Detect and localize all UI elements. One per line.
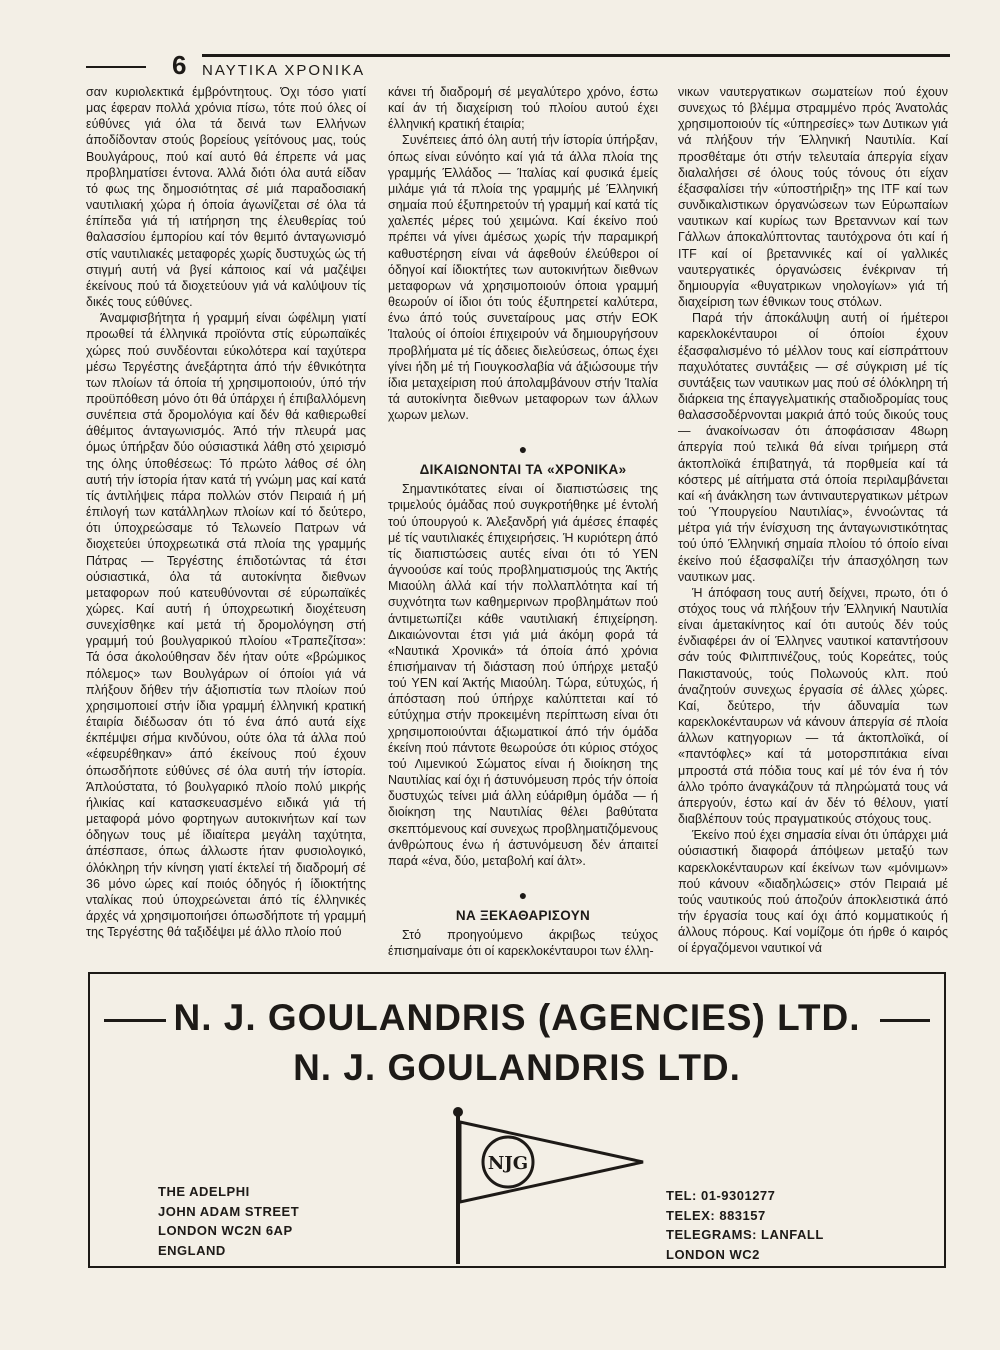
header-rule-left: [86, 66, 146, 68]
address-line: LONDON WC2N 6AP: [158, 1223, 293, 1238]
goulandris-advertisement: [88, 972, 946, 1268]
paragraph: κάνει τή διαδρομή σέ μεγαλύτερο χρόνο, έστω καί άν τή διαχείριση τού πλοίου αυτού έχει έλληνική κρατική έταιρία;: [388, 85, 658, 132]
header-rule-right: [202, 54, 950, 57]
paragraph: νικων ναυτεργατικων σωματείων πού έχουν συνεχως τό βλέμμα στραμμένο πρός Άνατολάς χρησιμοποιούν τίς «ύπηρεσίες» των Δυτικων γιά νά πλήξουν τήν Έλληνική Ναυτιλία. Καί προσθέταμε ότι στήν τελευταία άπεργία είχαν διαλαλήσει σέ όλους τούς τόνους ότι είχαν έξασφαλίσει τήν «ύποστήριξη» της ITF καί των συνδικαλιστικων όργανώσεων των Εύρωπαίων ναυτικων καί κυρίως των Βρεταννων καί των Γάλλων άποκαλύπτοντας ταυτόχρονα ότι καί ή ITF καί οί βρεταννικές καί οί γαλλικές ναυτεργατικές όργανώσεις ένέκριναν τή δημιουργία «θυγατρικων νηολογίων» γιά τή διαχείριση των έθνικων τους στόλων.: [678, 85, 948, 310]
page-number: 6: [172, 50, 187, 80]
section-bullet: ●: [518, 887, 528, 904]
paragraph: Άναμφισβήτητα ή γραμμή είναι ώφέλιμη γιατί προωθεί τά έλληνικά προϊόντα στίς εύρωπαϊκές χώρες πού συνδέονται εύκολότερα καί ταχύτερα μέσω Τεργέστης άνεξάρτητα άπό τήν έθνικότητα των πλοίων τά όποία τή χρησιμοποιούν, ύπό τήν προϋπόθεση μόνο ότι θά ύπάρχει ή έπιβαλλόμενη συνέπεια στά δρομολόγια καί δέν θά καθιερωθεί άθέμιτος άνταγωνισμός. Άπό τήν πλευρά μας όμως ύπήρξαν δύο ούσιαστικά λάθη στό χειρισμό της όλης ύποθέσεως: Τό πρώτο λάθος σέ όλη αυτή τήν ίστορία ήταν κατά τή γνώμη μας καί κατά τίς άντιλήψεις πάρα πολλών στόν Πειραιά ή μή έπιλογή των κατάλληλων πλοίων καί τό δεύτερο, ότι ύποχρεώσαμε τό Τελωνείο Πατρων νά διοχετεύει ύποχρεωτικά στά πλοία της γραμμής Πάτρας — Τεργέστης έπιδοτώντας τά έτσι ούσιαστικά, όλα τά αυτοκίνητα διεθνων μεταφορων πού κατευθύνονται σέ εύρωπαϊκές χώρες. Καί αυτή ή ύποχρεωτική διοχέτευση συνεχίσθηκε καί μετά τή δρομολόγηση στή γραμμή τού βουλγαρικού πλοίου «Τραπεζίτσα»: Τά όσα άκολούθησαν δέν ήταν ούτε «βρώμικος πόλεμος» των Βουλγάρων οί όποίοι γιά νά πλήξουν δήθεν τήν άξιοπιστία των πλοίων πού χρησιμοποιεί στήν ίδια γραμμή έλληνική κρατική έταιρία διέδωσαν ότι τό ένα άπό αυτά είχε έκπέμψει σήμα κινδύνου, ούτε όλα τά άλλα πού «έφευρέθηκαν» άπό έκείνους πού έχουν όπωσδήποτε εύθύνες σέ όλα αυτή τήν ίστορία. Άπλούστατα, τό βουλγαρικό πλοίο πολύ μικρής ήλικίας καί κατασκευασμένο ειδικά γιά τή μεταφορά μόνο φορτηγων αυτοκινήτων καί των όδηγων τους μέ ίδιαίτερα μεγάλη ταχύτητα, άπέσπασε, όπως άλλωστε ήταν φυσιολογικό, όλόκληρη τήν κίνηση γιατί έκτελεί τή διαδρομή σέ 36 μόνο ώρες καί ποιός όδηγός ή ίδιοκτήτης νταλίκας πού ύποχρεώνεται άπό τίς έλληνικές άρχές νά χρησιμοποιήσει όπωσδήποτε τή γραμμή της Τεργέστης θά ταξιδέψει μέ άλλο πλοίο πού: [86, 311, 366, 940]
contact-line: TELEGRAMS: LANFALL: [666, 1227, 824, 1242]
contact-line: LONDON WC2: [666, 1246, 760, 1262]
address-line: JOHN ADAM STREET: [158, 1203, 300, 1219]
article-column-1: [86, 84, 366, 964]
address-line: THE ADELPHI: [158, 1184, 250, 1199]
section-heading-vindicated: ΔΙΚΑΙΩΝΟΝΤΑΙ ΤΑ «ΧΡΟΝΙΚΑ»: [419, 462, 627, 478]
contact-line: TELEX: 883157: [666, 1207, 766, 1223]
publication-name: ΝΑΥΤΙΚΑ ΧΡΟΝΙΚΑ: [202, 62, 366, 79]
paragraph: Ή άπόφαση τους αυτή δείχνει, πρωτο, ότι ό στόχος τους νά πλήξουν τήν Έλληνική Ναυτιλία είναι άμετακίνητος καί ότι αυτούς δέν τούς ένδιαφέρει άν οί Έλληνες ναυτικοί καταντήσουν σάν τούς Φιλιππινέζους, τούς Κορεάτες, τούς Πακιστανούς, τούς Πολωνούς κλπ. πού άναζητούν συνεχως έργασία σέ άλλες χώρες. Καί, δεύτερο, τήν άδυναμία των καρεκλοκένταυρων νά κάνουν άπεργία σέ πλοία άλλων κατηγοριων — τά άκτοπλοϊκά, οί «παντόφλες» καί τά μοτορσπιτάκια είναι μπροστά στά πόδια τους καί μέ τόν ένα ή τόν άλλο τρόπο άναγκάζουν τά πληρώματά τους νά άπεργούν, έστω καί άν δέν τό θέλουν, γιατί διαβλέπουν τούς πραγματικούς στόχους τους.: [678, 585, 948, 827]
section-heading-clarify: ΝΑ ΞΕΚΑΘΑΡΙΣΟΥΝ: [455, 908, 591, 924]
paragraph: Στό προηγούμενο άκριβως τεύχος έπισημαίναμε ότι οί καρεκλοκένταυροι των έλλη-: [388, 928, 658, 959]
paragraph: Συνέπειες άπό όλη αυτή τήν ίστορία ύπήρξαν, όπως είναι εύνόητο καί γιά τά άλλα πλοία της γραμμής Έλλάδος — Ίταλίας καί φυσικά έμείς μιλάμε γιά τά πλοία της γραμμής μέ Έλληνική σημαία πού έξυπηρετούν τή γραμμή καί κατά τίς χαλεπές μέρες τού χειμώνα. Καί έκείνο πού πρέπει νά γίνει άμέσως χωρίς τήν παραμικρή καθυστέρηση είναι νά άφεθούν έλεύθεροι οί όδηγοί καί ίδιοκτήτες των αυτοκινήτων διεθνων μεταφορων νά χρησιμοποιούν όποια γραμμή θεωρούν οί ίδιοι ότι τούς έξυπηρετεί καλύτερα, ένω άπό τούς συνεταίρους μας στήν ΕΟΚ Ίταλούς οί όποίοι έπιχειρούν νά δημιουργήσουν προβλήματα μέ τίς άδειες διελεύσεως, όπως έχει γίνει ήδη μέ τή Γιουγκοσλαβία νά άξιώσουμε τήν ίδια μεταχείριση πού άπολαμβάνουν στήν Ίταλία τά αυτοκίνητα διεθνων μεταφορων των άλλων χωρων μελων.: [388, 133, 658, 423]
page-header: [86, 44, 950, 84]
ad-contact: [666, 1186, 824, 1264]
section-bullet: ●: [518, 441, 528, 458]
article-column-3: [678, 84, 948, 964]
house-flag-icon: [438, 1104, 648, 1264]
address-line: ENGLAND: [158, 1242, 226, 1258]
flag-monogram: NJG: [487, 1153, 529, 1174]
paragraph: Σημαντικότατες είναι οί διαπιστώσεις της τριμελούς όμάδας πού συγκροτήθηκε μέ έντολή τού ύπουργού κ. Άλεξανδρή γιά άμέσες έπαφές μέ τίς ναυτιλιακές έπιχειρήσεις. Ή κυριότερη άπό τίς διαπιστώσεις αυτές είναι ότι τό ΥΕΝ άγνοούσε καί τούς προβληματισμούς της Άκτής Μιαούλη άλλά καί τήν πολλαπλότητα καί τή συχνότητα των καθημερινων προβλημάτων πού άντιμετωπίζει κάθε ναυτιλιακή έπιχείρηση. Δικαιώνονται έτσι γιά μιά άκόμη φορά τά «Ναυτικά Χρονικά» τά όποία άπό χρόνια έπισήμαιναν τή διάσταση πού ύπήρχε μεταξύ τού ΥΕΝ καί Άκτής Μιαούλη. Τώρα, εύτυχώς, ή άπόσταση πού ύπήρχε καλύπτεται καί τό εύτύχημα στήν προκειμένη περίπτωση είναι ότι χρησιμοποιούνται άξιωματικοί άπό τήν όμάδα έκείνη πού πάντοτε θεωρούσε ότι κύριος στόχος τού Λιμενικού Σώματος είναι ή διοίκηση της Ναυτιλίας καί όχι ή άστυνόμευση πρός τήν όποία δυστυχώς τείνει μιά άλλη εύάριθμη όμάδα — ή διοίκηση της Ναυτιλίας θέλει βαθύτατα σκεπτόμενους καί συνεχως προβληματιζόμενους άνθρώπους ένω ή άστυνόμευση δέν άπαιτεί παρά «ένα, δύο, μεταβολή καί άλτ».: [388, 482, 658, 868]
paragraph: Παρά τήν άποκάλυψη αυτή οί ήμέτεροι καρεκλοκένταυροι οί όποίοι έχουν έξασφαλισμένο τό μέλλον τους καί είσπράττουν παχυλότατες συντάξεις — σέ σύγκριση μέ τίς συντάξεις των ναυτικων μας πού σέ όλόκληρη τή διάρκεια της έπαγγελματικής σταδιοδρομίας τους θαλασσοδέρνονται μακριά άπό τούς δικούς τους — άνακοίνωσαν ότι άποφάσισαν 48ωρη άπεργία πού τελικά θά είναι τριήμερη στά άκτοπλοϊκά έπιβατηγά, τά πορθμεία καί τά κόστερς μέ αίτήματα στά όποία περιλαμβάνεται καί «ή άνάκληση των άντιναυτεργατικων μέτρων τού Ύπουργείου Ναυτιλίας», έννοώντας τά μέτρα γιά τήν ένίσχυση της άνταγωνιστικότητας τού ύπό Έλληνική σημαία πλοίου τό όποίο είναι έκείνο πού έξασφαλίζει τήν άπασχόληση των ναυτικων μας.: [678, 311, 948, 584]
article-column-2: [388, 84, 658, 964]
paragraph: Έκείνο πού έχει σημασία είναι ότι ύπάρχει μιά ούσιαστική διαφορά άπόψεων μεταξύ των καρεκλοκένταυρων καί έκείνων των «μόνιμων» πού κάνουν «διαδηλώσεις» στόν Πειραιά μέ τούς ναυτικούς πού άποζούν άποκλειστικά άπό τήν έργασία τους καί όχι άπό κομματικούς ή άλλους πόρους. Καί νομίζομε ότι ήρθε ό καιρός οί έργαζόμενοι ναυτικοί νά: [678, 828, 948, 956]
paragraph: σαν κυριολεκτικά έμβρόντητους. Όχι τόσο γιατί μας έφεραν πολλά χρόνια πίσω, τότε πού όλες οί εύθύνες γιά όλα τά δεινά των Ελλήνων άποδίδονταν στούς βορείους γείτόνους μας, τούς Βουλγάρους, πού καί αυτό θά έπρεπε νά μας προβληματίσει έντονα. Άλλά διότι όλα αυτά είδαν τό φως της δημοσιότητας σέ μιά παραδοσιακή ναυτιλιακή χώρα ή όποία άγωνίζεται σέ όλα τά έπίπεδα γιά τή ιατήρηση της έλευθερίας τού θαλασσίου έμπορίου καί τόν θεμιτό άνταγωνισμό στίς ναυτιλιακές μεταφορές χωρίς δυστυχώς ώς τή στιγμή αυτή νά βγεί κάποιος καί νά μαζέψει έκείνους πού τά διοχετεύουν γιά νά καλύψουν τίς δικές τους εύθύνες.: [86, 85, 366, 310]
ad-address: [158, 1182, 299, 1260]
contact-line: TEL: 01-9301277: [666, 1188, 776, 1203]
ad-company-line-1: N. J. GOULANDRIS (AGENCIES) LTD.: [173, 997, 861, 1038]
ad-company-line-2: N. J. GOULANDRIS LTD.: [293, 1047, 741, 1088]
